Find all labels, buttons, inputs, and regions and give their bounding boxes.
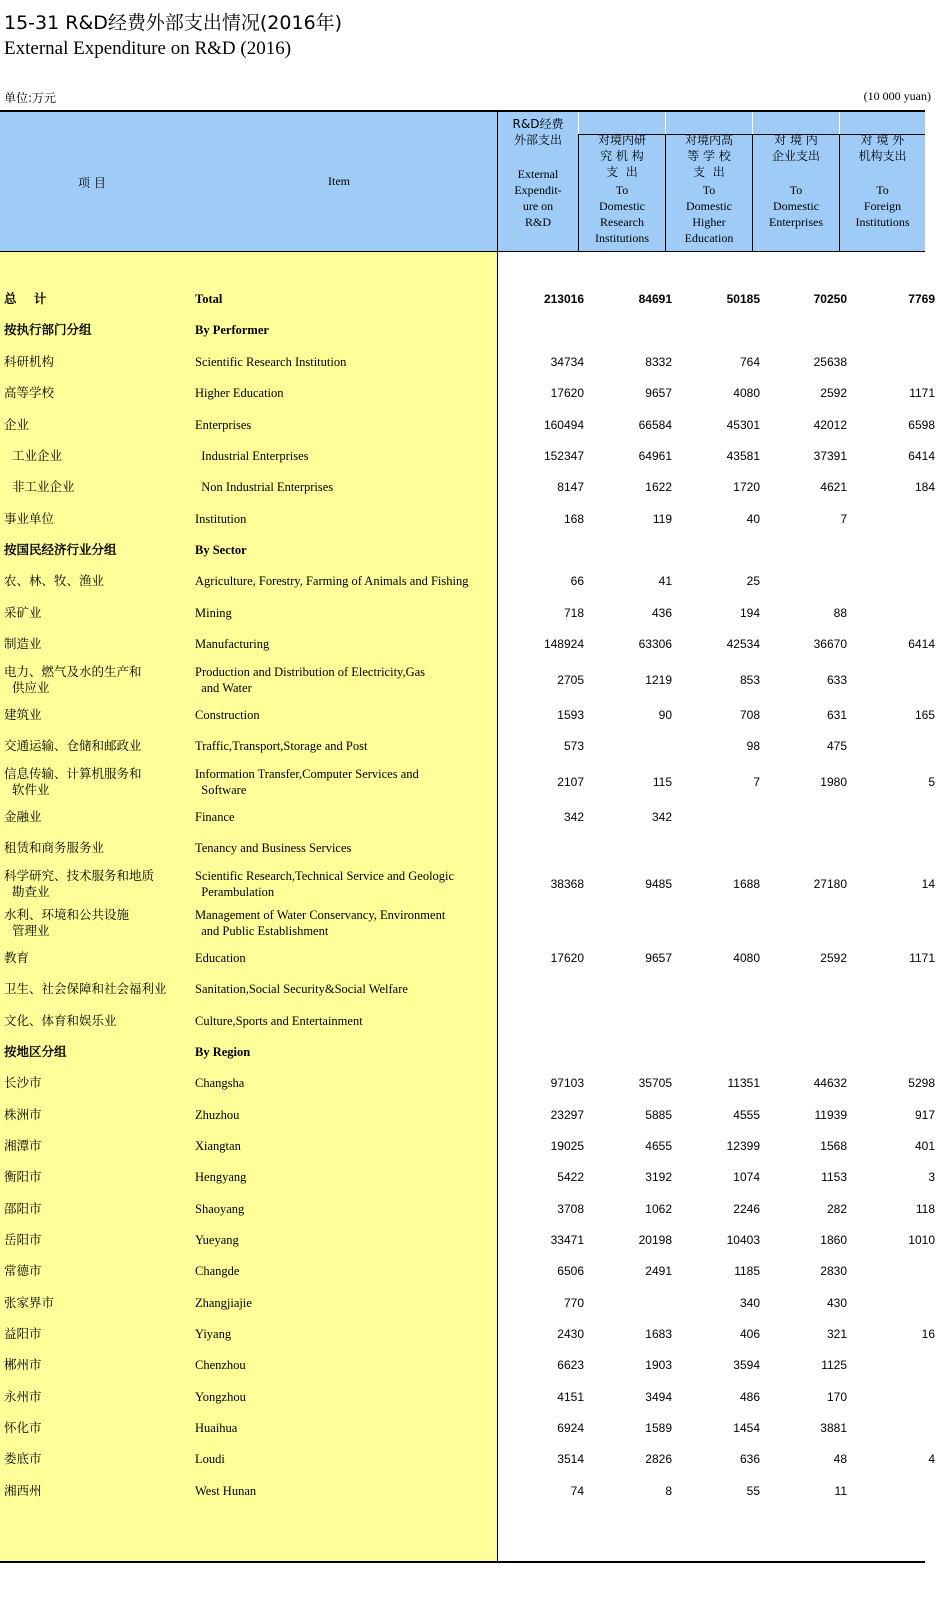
header-sub-rule [578, 134, 925, 135]
cell-value: 90 [658, 708, 672, 722]
row-label-cn: 租赁和商务服务业 [4, 840, 105, 855]
cell-value: 1074 [733, 1170, 760, 1184]
cell-value: 2246 [733, 1202, 760, 1216]
cell-value: 23297 [550, 1108, 584, 1122]
cell-value: 4555 [733, 1108, 760, 1122]
cell-value: 1688 [733, 877, 760, 891]
cell-value: 3594 [733, 1358, 760, 1372]
row-label-en: By Performer [195, 323, 269, 337]
cell-value: 66 [570, 574, 584, 588]
cell-value: 168 [563, 512, 584, 526]
cell-value: 119 [652, 512, 672, 526]
row-label-cn: 企业 [4, 417, 30, 432]
cell-value: 4621 [820, 480, 847, 494]
row-label-en: Education [195, 951, 246, 965]
row-label-cn: 岳阳市 [4, 1232, 42, 1247]
cell-value: 88 [833, 606, 847, 620]
cell-value: 5 [928, 775, 935, 789]
cell-value: 25 [746, 574, 760, 588]
header-divider [497, 112, 498, 251]
header-divider [665, 134, 666, 251]
cell-value: 436 [651, 606, 672, 620]
cell-value: 401 [914, 1139, 935, 1153]
row-label-en: Non Industrial Enterprises [195, 480, 334, 494]
row-label-en: Scientific Research,Technical Service and Geologic Perambulation [195, 869, 455, 899]
cell-value: 853 [739, 673, 760, 687]
cell-value: 708 [739, 708, 760, 722]
cell-value: 917 [914, 1108, 935, 1122]
cell-value: 6598 [908, 418, 935, 432]
row-label-en: Changde [195, 1264, 240, 1278]
cell-value: 34734 [550, 355, 584, 369]
row-label-en: West Hunan [195, 1484, 257, 1498]
row-label-cn: 湘西州 [4, 1483, 42, 1498]
cell-value: 8147 [557, 480, 584, 494]
cell-value: 6506 [557, 1264, 584, 1278]
cell-value: 8 [665, 1484, 672, 1498]
row-label-en: Huaihua [195, 1421, 238, 1435]
row-label-en: Construction [195, 708, 260, 722]
row-label-en: Scientific Research Institution [195, 355, 347, 369]
row-label-cn: 农、林、牧、渔业 [4, 573, 105, 588]
cell-value: 17620 [550, 386, 584, 400]
cell-value: 7 [840, 512, 847, 526]
cell-value: 1860 [820, 1233, 847, 1247]
row-label-cn: 金融业 [4, 809, 42, 824]
cell-value: 160494 [543, 418, 584, 432]
cell-value: 2107 [557, 775, 584, 789]
cell-value: 4080 [733, 386, 760, 400]
cell-value: 2826 [645, 1452, 672, 1466]
cell-value: 14 [921, 877, 935, 891]
cell-value: 1980 [820, 775, 847, 789]
cell-value: 5298 [908, 1076, 935, 1090]
row-label-cn: 郴州市 [4, 1357, 42, 1372]
header-col-en: To Foreign Institutions [855, 183, 910, 229]
cell-value: 1720 [733, 480, 760, 494]
row-label-cn: 文化、体育和娱乐业 [4, 1013, 117, 1028]
cell-value: 1219 [645, 673, 672, 687]
row-label-cn: 株洲市 [4, 1107, 42, 1122]
cell-value: 37391 [813, 449, 847, 463]
cell-value: 3514 [557, 1452, 584, 1466]
header-divider [578, 134, 579, 251]
header-col-en: To Domestic Higher Education [684, 183, 734, 245]
row-label-en: Industrial Enterprises [195, 449, 309, 463]
cell-value: 48 [833, 1452, 847, 1466]
cell-value: 3881 [820, 1421, 847, 1435]
table-title-cn: 15-31 R&D经费外部支出情况(2016年) [4, 12, 343, 34]
cell-value: 115 [652, 775, 672, 789]
header-col-foreign [840, 112, 925, 251]
cell-value: 1568 [820, 1139, 847, 1153]
row-label-en: By Sector [195, 543, 247, 557]
cell-value: 11351 [727, 1076, 760, 1090]
row-label-en: Yiyang [195, 1327, 232, 1341]
row-label-cn: 永州市 [4, 1389, 42, 1404]
cell-value: 184 [914, 480, 935, 494]
cell-value: 19025 [550, 1139, 584, 1153]
header-item-en: Item [328, 174, 350, 188]
cell-value: 1125 [821, 1358, 847, 1372]
cell-value: 42012 [813, 418, 847, 432]
cell-value: 475 [826, 739, 847, 753]
cell-value: 4080 [733, 951, 760, 965]
cell-value: 1171 [909, 386, 935, 400]
cell-value: 84691 [638, 292, 672, 306]
cell-value: 3 [928, 1170, 935, 1184]
cell-value: 5422 [557, 1170, 584, 1184]
cell-value: 282 [826, 1202, 847, 1216]
cell-value: 2430 [557, 1327, 584, 1341]
header-col-en: To Domestic Research Institutions [594, 183, 649, 245]
row-label-en: Hengyang [195, 1170, 247, 1184]
row-label-en: Traffic,Transport,Storage and Post [195, 739, 368, 753]
row-label-en: By Region [195, 1045, 251, 1059]
cell-value: 9657 [645, 951, 672, 965]
row-label-en: Tenancy and Business Services [195, 841, 352, 855]
row-label-en: Changsha [195, 1076, 245, 1090]
row-label-cn: 采矿业 [4, 605, 42, 620]
header-col-en: To Domestic Enterprises [769, 183, 823, 229]
cell-value: 573 [563, 739, 584, 753]
row-label-cn: 衡阳市 [4, 1169, 42, 1184]
row-label-cn: 卫生、社会保障和社会福利业 [4, 981, 167, 996]
cell-value: 6924 [557, 1421, 584, 1435]
cell-value: 764 [739, 355, 760, 369]
cell-value: 1185 [734, 1264, 760, 1278]
cell-value: 213016 [543, 292, 584, 306]
cell-value: 16 [921, 1327, 935, 1341]
row-label-en: Mining [195, 606, 232, 620]
row-label-cn: 事业单位 [4, 511, 55, 526]
cell-value: 40 [746, 512, 760, 526]
row-label-en: Production and Distribution of Electricity,Gas and Water [195, 665, 426, 695]
row-label-en: Zhuzhou [195, 1108, 240, 1122]
cell-value: 342 [563, 810, 584, 824]
header-item-cell [0, 112, 497, 251]
row-label-en: Institution [195, 512, 247, 526]
cell-value: 1683 [645, 1327, 672, 1341]
row-label-cn: 湘潭市 [4, 1138, 42, 1153]
header-divider [752, 134, 753, 251]
row-label-cn: 高等学校 [4, 385, 55, 400]
cell-value: 1062 [645, 1202, 672, 1216]
cell-value: 118 [915, 1202, 935, 1216]
row-label-cn: 娄底市 [4, 1451, 42, 1466]
cell-value: 7 [753, 775, 760, 789]
row-label-cn: 教育 [4, 950, 30, 965]
cell-value: 6414 [908, 637, 935, 651]
row-label-en: Culture,Sports and Entertainment [195, 1014, 363, 1028]
body-divider [497, 252, 498, 1561]
header-item-cn: 项 目 [78, 176, 106, 190]
row-label-en: Loudi [195, 1452, 225, 1466]
cell-value: 165 [914, 708, 935, 722]
cell-value: 152347 [543, 449, 584, 463]
cell-value: 4 [928, 1452, 935, 1466]
cell-value: 1622 [645, 480, 672, 494]
cell-value: 45301 [726, 418, 760, 432]
row-label-en: Agriculture, Forestry, Farming of Animals and Fishing [195, 574, 469, 588]
cell-value: 74 [570, 1484, 584, 1498]
row-label-en: Finance [195, 810, 235, 824]
row-label-en: Management of Water Conservancy, Environment and Public Establishment [195, 908, 446, 938]
cell-value: 5885 [645, 1108, 672, 1122]
header-col-en: External Expendit- ure on R&D [514, 167, 562, 229]
header-col-enterprises [753, 112, 839, 251]
cell-value: 340 [739, 1296, 760, 1310]
cell-value: 486 [739, 1390, 760, 1404]
cell-value: 41 [658, 574, 672, 588]
cell-value: 9485 [645, 877, 672, 891]
row-label-cn: 按国民经济行业分组 [4, 542, 117, 557]
row-label-cn: 按地区分组 [4, 1044, 67, 1059]
cell-value: 342 [651, 810, 672, 824]
cell-value: 33471 [550, 1233, 584, 1247]
cell-value: 44632 [813, 1076, 847, 1090]
cell-value: 3192 [645, 1170, 672, 1184]
cell-value: 2830 [820, 1264, 847, 1278]
cell-value: 170 [826, 1390, 847, 1404]
unit-label-en: (10 000 yuan) [863, 89, 931, 103]
header-col-cn: 对境内研 究 机 构 支 出 [597, 133, 646, 179]
cell-value: 1171 [909, 951, 935, 965]
cell-value: 321 [826, 1327, 847, 1341]
cell-value: 27180 [813, 877, 847, 891]
cell-value: 1454 [733, 1421, 760, 1435]
row-label-en: Manufacturing [195, 637, 270, 651]
cell-value: 64961 [638, 449, 672, 463]
row-label-en: Information Transfer,Computer Services and Software [195, 767, 419, 797]
cell-value: 1589 [645, 1421, 672, 1435]
cell-value: 10403 [726, 1233, 760, 1247]
cell-value: 1010 [908, 1233, 935, 1247]
table-title-en: External Expenditure on R&D (2016) [4, 38, 292, 59]
cell-value: 6414 [908, 449, 935, 463]
header-col-cn: 对 境 外 机构支出 [858, 133, 907, 163]
cell-value: 25638 [813, 355, 847, 369]
cell-value: 3708 [557, 1202, 584, 1216]
cell-value: 4151 [557, 1390, 584, 1404]
header-col-cn: R&D经费 外部支出 [512, 117, 564, 147]
cell-value: 17620 [550, 951, 584, 965]
cell-value: 11 [834, 1484, 847, 1498]
row-label-cn: 长沙市 [4, 1075, 42, 1090]
cell-value: 2592 [820, 951, 847, 965]
cell-value: 718 [563, 606, 584, 620]
row-label-cn: 邵阳市 [4, 1201, 42, 1216]
cell-value: 9657 [645, 386, 672, 400]
cell-value: 1903 [645, 1358, 672, 1372]
header-col-higher-ed [666, 112, 752, 251]
cell-value: 42534 [726, 637, 760, 651]
row-label-cn: 科学研究、技术服务和地质 勘查业 [4, 868, 155, 899]
row-label-en: Xiangtan [195, 1139, 241, 1153]
row-label-cn: 工业企业 [4, 448, 62, 463]
cell-value: 50185 [726, 292, 760, 306]
cell-value: 43581 [726, 449, 760, 463]
row-label-cn: 交通运输、仓储和邮政业 [4, 738, 142, 753]
cell-value: 3494 [645, 1390, 672, 1404]
cell-value: 406 [739, 1327, 760, 1341]
row-label-cn: 制造业 [4, 636, 42, 651]
cell-value: 2491 [645, 1264, 672, 1278]
cell-value: 430 [826, 1296, 847, 1310]
row-label-en: Zhangjiajie [195, 1296, 252, 1310]
cell-value: 636 [739, 1452, 760, 1466]
row-label-en: Enterprises [195, 418, 252, 432]
cell-value: 633 [826, 673, 847, 687]
cell-value: 11939 [814, 1108, 847, 1122]
row-label-cn: 益阳市 [4, 1326, 42, 1341]
header-divider [839, 134, 840, 251]
cell-value: 194 [739, 606, 760, 620]
cell-value: 148924 [543, 637, 584, 651]
header-col-external [498, 112, 578, 251]
cell-value: 63306 [638, 637, 672, 651]
row-label-cn: 非工业企业 [4, 479, 75, 494]
header-col-research [579, 112, 665, 251]
row-label-cn: 水利、环境和公共设施 管理业 [4, 907, 130, 938]
row-label-en: Total [195, 292, 223, 306]
row-label-cn: 科研机构 [4, 354, 55, 369]
cell-value: 97103 [550, 1076, 584, 1090]
cell-value: 770 [563, 1296, 584, 1310]
row-label-cn: 信息传输、计算机服务和 软件业 [4, 766, 142, 797]
row-label-en: Yongzhou [195, 1390, 246, 1404]
cell-value: 38368 [550, 877, 584, 891]
row-label-en: Shaoyang [195, 1202, 245, 1216]
cell-value: 70250 [813, 292, 847, 306]
table-bottom-rule [0, 1561, 925, 1563]
row-label-cn: 总 计 [4, 291, 47, 306]
header-col-cn: 对 境 内 企业支出 [771, 133, 820, 163]
cell-value: 1593 [557, 708, 584, 722]
cell-value: 7769 [908, 292, 935, 306]
cell-value: 1153 [821, 1170, 847, 1184]
cell-value: 631 [826, 708, 847, 722]
cell-value: 55 [746, 1484, 760, 1498]
row-label-cn: 怀化市 [4, 1420, 42, 1435]
cell-value: 2592 [820, 386, 847, 400]
header-col-cn: 对境内高 等 学 校 支 出 [684, 133, 733, 179]
row-label-cn: 张家界市 [4, 1295, 55, 1310]
cell-value: 98 [746, 739, 760, 753]
cell-value: 35705 [638, 1076, 672, 1090]
row-label-cn: 按执行部门分组 [4, 322, 92, 337]
cell-value: 36670 [813, 637, 847, 651]
row-label-cn: 建筑业 [4, 707, 42, 722]
unit-label-cn: 单位:万元 [4, 91, 57, 105]
row-label-cn: 常德市 [4, 1263, 42, 1278]
row-label-cn: 电力、燃气及水的生产和 供应业 [4, 664, 142, 695]
row-label-en: Sanitation,Social Security&Social Welfare [195, 982, 408, 996]
row-label-en: Higher Education [195, 386, 284, 400]
cell-value: 8332 [645, 355, 672, 369]
cell-value: 12399 [726, 1139, 760, 1153]
cell-value: 4655 [645, 1139, 672, 1153]
row-label-en: Chenzhou [195, 1358, 246, 1372]
row-label-en: Yueyang [195, 1233, 239, 1247]
cell-value: 2705 [557, 673, 584, 687]
cell-value: 66584 [638, 418, 672, 432]
cell-value: 20198 [638, 1233, 672, 1247]
cell-value: 6623 [557, 1358, 584, 1372]
